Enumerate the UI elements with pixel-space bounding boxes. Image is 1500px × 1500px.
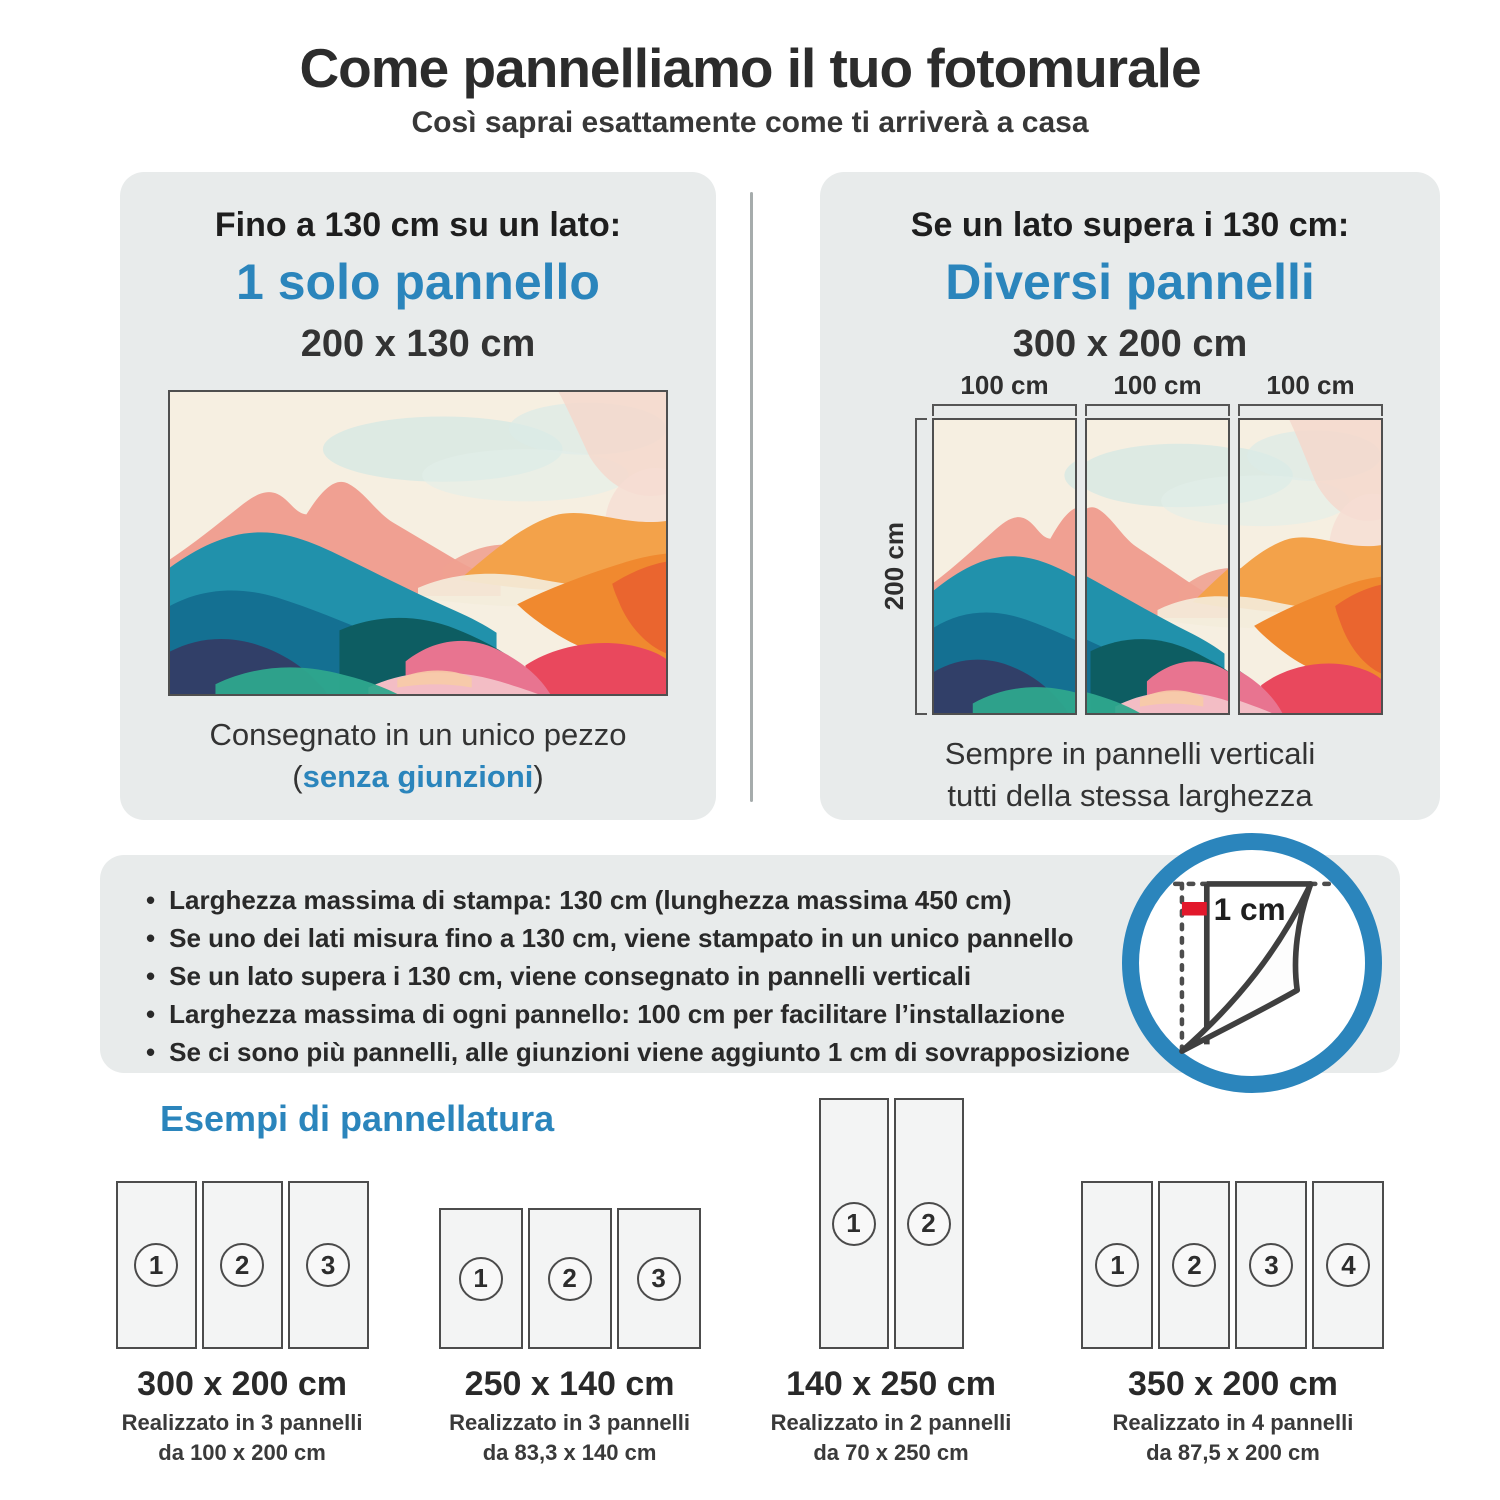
example-panel [1235,1181,1307,1349]
example-desc-line2: da 100 x 200 cm [158,1440,326,1465]
panel-number-badge: 1 [134,1243,178,1287]
example-panel [894,1098,964,1349]
example-panel [528,1208,612,1349]
panels-stack [932,370,1383,715]
example-panel [1081,1181,1153,1349]
info-bullet: • Se un lato supera i 130 cm, viene consegnato in pannelli verticali [146,957,1400,995]
width-measure-bracket [932,404,1077,416]
example-description [771,1408,1012,1468]
example-desc-line1: Realizzato in 2 pannelli [770,1410,1012,1435]
panel-number-badge: 2 [220,1243,264,1287]
example-panels [1081,1181,1384,1349]
multi-card-footer [820,733,1440,817]
single-card-condition: Fino a 130 cm su un lato: [214,206,622,244]
example-description [122,1408,363,1468]
width-measure-bracket [1238,404,1383,416]
example-300x200 [116,1181,369,1468]
example-desc-line1: Realizzato in 3 pannelli [449,1410,690,1435]
multi-panel-card [820,172,1440,820]
examples-row [0,1098,1500,1468]
panel-number-badge: 3 [1249,1243,1293,1287]
example-panel [1158,1181,1230,1349]
page-subtitle: Così saprai esattamente come ti arriverà a casa [411,106,1089,139]
example-panel [202,1181,283,1349]
single-card-size: 200 x 130 cm [300,323,536,365]
mural-panel-slice-2 [1085,418,1230,715]
example-desc-line1: Realizzato in 3 pannelli [121,1410,363,1435]
paren-open: ( [292,759,303,794]
panel-number-badge: 3 [637,1257,681,1301]
multi-footer-line1: Sempre in pannelli verticali [944,736,1316,771]
watercolor-artwork-slice [1240,420,1381,713]
watercolor-artwork [170,392,666,694]
mural-panel-slice-3 [1238,418,1383,715]
example-size: 300 x 200 cm [137,1365,347,1403]
paren-close: ) [533,759,544,794]
example-panels [439,1208,701,1349]
width-measures [932,370,1383,416]
example-desc-line2: da 87,5 x 200 cm [1146,1440,1320,1465]
single-card-headline: 1 solo pannello [236,254,600,310]
panel-number-badge: 2 [907,1202,951,1246]
example-size: 250 x 140 cm [464,1365,675,1403]
example-desc-line2: da 83,3 x 140 cm [482,1440,657,1465]
width-measure [1085,370,1230,416]
example-size: 350 x 200 cm [1128,1365,1338,1403]
overlap-badge [1122,833,1382,1093]
width-measure-label: 100 cm [1266,370,1355,400]
example-panel [439,1208,523,1349]
example-panel [116,1181,197,1349]
info-bullet: • Larghezza massima di ogni pannello: 100 cm per facilitare l’installazione [146,995,1400,1033]
example-size: 140 x 250 cm [786,1365,996,1403]
examples-heading: Esempi di pannellatura [160,1098,555,1139]
width-measure-bracket [1085,404,1230,416]
example-panels [819,1098,964,1349]
single-card-footer [120,714,716,798]
panel-number-badge: 4 [1326,1243,1370,1287]
panel-number-badge: 1 [832,1202,876,1246]
panel-number-badge: 1 [1095,1243,1139,1287]
single-footer-highlight: senza giunzioni [302,759,534,794]
width-measure-label: 100 cm [960,370,1049,400]
page-curl-icon [1139,850,1365,1076]
panel-number-badge: 2 [548,1257,592,1301]
example-panel [1312,1181,1384,1349]
example-panel [288,1181,369,1349]
example-description [449,1408,690,1468]
width-measure-label: 100 cm [1113,370,1202,400]
panel-number-badge: 2 [1172,1243,1216,1287]
example-desc-line1: Realizzato in 4 pannelli [1112,1410,1354,1435]
height-measure-label: 200 cm [879,522,909,611]
height-measure [877,418,927,715]
multi-card-size: 300 x 200 cm [1012,323,1248,365]
multi-footer-line2: tutti della stessa larghezza [947,778,1313,813]
example-panel [819,1098,889,1349]
width-measure [932,370,1077,416]
multi-card-condition: Se un lato supera i 130 cm: [910,206,1350,244]
info-bullet: • Se ci sono più pannelli, alle giunzioni viene aggiunto 1 cm di sovrapposizione [146,1033,1400,1071]
mural-panels [932,418,1383,715]
multi-card-headline: Diversi pannelli [945,254,1315,310]
example-panel [617,1208,701,1349]
example-250x140 [439,1208,701,1468]
example-description [1113,1408,1354,1468]
height-measure-bracket [915,418,927,715]
mural-panel-slice-1 [932,418,1077,715]
watercolor-artwork-slice [934,420,1075,713]
panel-number-badge: 1 [459,1257,503,1301]
cards-divider [750,192,753,802]
example-desc-line2: da 70 x 250 cm [813,1440,969,1465]
example-panels [116,1181,369,1349]
width-measure [1238,370,1383,416]
overlap-measure-label: 1 cm [1213,891,1286,928]
example-350x200 [1081,1181,1384,1468]
example-140x250 [771,1098,1012,1468]
info-bullet: • Larghezza massima di stampa: 130 cm (lunghezza massima 450 cm) [146,881,1400,919]
single-mural-image [168,390,668,696]
single-footer-line1: Consegnato in un unico pezzo [209,717,627,752]
single-panel-card [120,172,716,820]
multi-panel-visual [820,370,1440,715]
panel-number-badge: 3 [306,1243,350,1287]
watercolor-artwork-slice [1087,420,1228,713]
info-bullet: • Se uno dei lati misura fino a 130 cm, viene stampato in un unico pannello [146,919,1400,957]
page-title: Come pannelliamo il tuo fotomurale [299,37,1201,99]
